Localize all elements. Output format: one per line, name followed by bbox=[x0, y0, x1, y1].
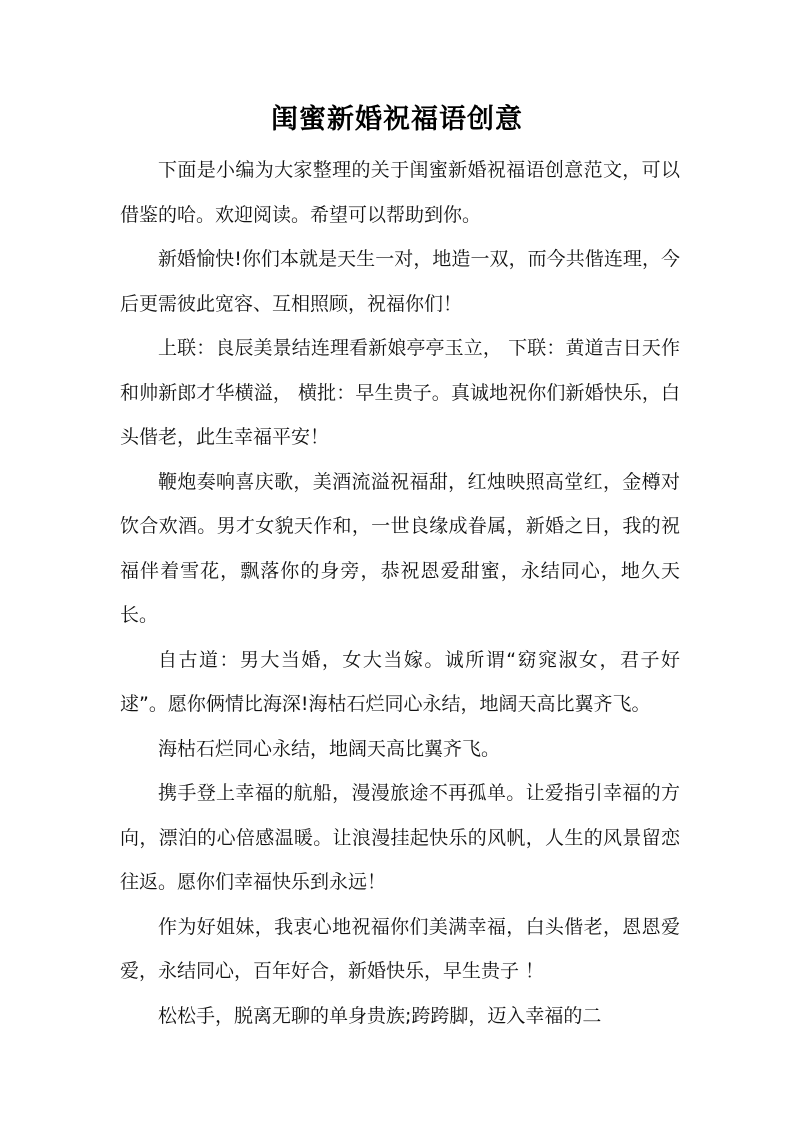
document-body bbox=[120, 148, 680, 1038]
document-title: 闺蜜新婚祝福语创意 bbox=[271, 104, 523, 135]
paragraph-intro: 下面是小编为大家整理的关于闺蜜新婚祝福语创意范文，可以借鉴的哈。欢迎阅读。希望可以帮助到你。 bbox=[120, 159, 680, 226]
paragraph-wish-1: 新婚愉快!你们本就是天生一对，地造一双，而今共偕连理，今后更需彼此宽容、互相照顾，祝福你们！ bbox=[120, 248, 680, 315]
paragraph-wish-6: 携手登上幸福的航船，漫漫旅途不再孤单。让爱指引幸福的方向，漂泊的心倍感温暖。让浪漫挂起快乐的风帆，人生的风景留恋往返。愿你们幸福快乐到永远！ bbox=[120, 782, 680, 893]
paragraph-wish-7: 作为好姐妹，我衷心地祝福你们美满幸福，白头偕老，恩恩爱爱，永结同心，百年好合，新婚快乐，早生贵子 ！ bbox=[120, 915, 680, 982]
paragraph-wish-8: 松松手，脱离无聊的单身贵族;跨跨脚，迈入幸福的二 bbox=[158, 1004, 602, 1027]
paragraph-wish-5: 海枯石烂同心永结，地阔天高比翼齐飞。 bbox=[158, 737, 501, 760]
paragraph-wish-4: 自古道：男大当婚，女大当嫁。诚所谓“窈窕淑女，君子好逑”。愿你俩情比海深!海枯石烂同心永结，地阔天高比翼齐飞。 bbox=[120, 648, 680, 715]
paragraph-wish-3: 鞭炮奏响喜庆歌，美酒流溢祝福甜，红烛映照高堂红，金樽对饮合欢酒。男才女貌天作和，一世良缘成眷属，新婚之日，我的祝福伴着雪花，飘落你的身旁，恭祝恩爱甜蜜，永结同心，地久天长。 bbox=[120, 470, 680, 626]
paragraph-couplet: 上联：良辰美景结连理看新娘亭亭玉立， 下联：黄道吉日天作和帅新郎才华横溢， 横批：早生贵子。真诚地祝你们新婚快乐，白头偕老，此生幸福平安！ bbox=[120, 337, 680, 448]
